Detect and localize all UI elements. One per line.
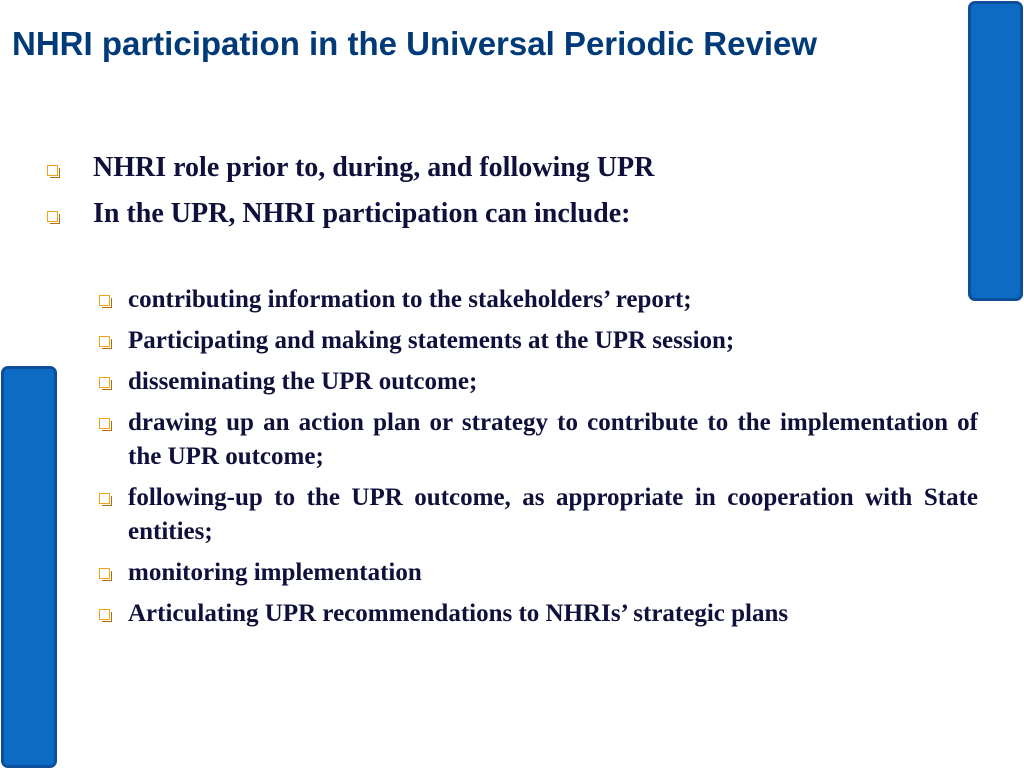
main-bullet-list (45, 150, 945, 242)
slide-title: NHRI participation in the Universal Periodic Review (12, 25, 818, 62)
square-bullet-icon (99, 336, 110, 347)
square-bullet-icon (47, 211, 58, 222)
list-item (98, 406, 978, 474)
list-item (98, 597, 978, 631)
list-item (98, 283, 978, 317)
square-bullet-icon (99, 493, 110, 504)
list-item-text: Articulating UPR recommendations to NHRIs’ strategic plans (128, 600, 789, 627)
square-bullet-icon (99, 609, 110, 620)
list-item-text: contributing information to the stakeholders’ report; (128, 286, 692, 313)
square-bullet-icon (99, 568, 110, 579)
list-item (98, 324, 978, 358)
list-item (98, 481, 978, 549)
square-bullet-icon (99, 377, 110, 388)
list-item-text: monitoring implementation (128, 559, 422, 586)
decorative-bar-right (968, 1, 1023, 301)
list-item-text: Participating and making statements at the UPR session; (128, 327, 735, 354)
list-item (45, 150, 945, 196)
list-item-text: following-up to the UPR outcome, as appropriate in cooperation with State entities; (128, 484, 978, 545)
list-item-text: In the UPR, NHRI participation can include: (93, 198, 631, 229)
list-item (98, 365, 978, 399)
list-item (45, 196, 945, 242)
square-bullet-icon (99, 295, 110, 306)
list-item-text: disseminating the UPR outcome; (128, 368, 478, 395)
list-item-text: drawing up an action plan or strategy to contribute to the implementation of the UPR outcome; (128, 409, 978, 470)
sub-bullet-list (98, 283, 978, 638)
list-item-text: NHRI role prior to, during, and following UPR (93, 152, 655, 183)
square-bullet-icon (47, 165, 58, 176)
decorative-bar-left (1, 366, 57, 768)
list-item (98, 556, 978, 590)
square-bullet-icon (99, 418, 110, 429)
